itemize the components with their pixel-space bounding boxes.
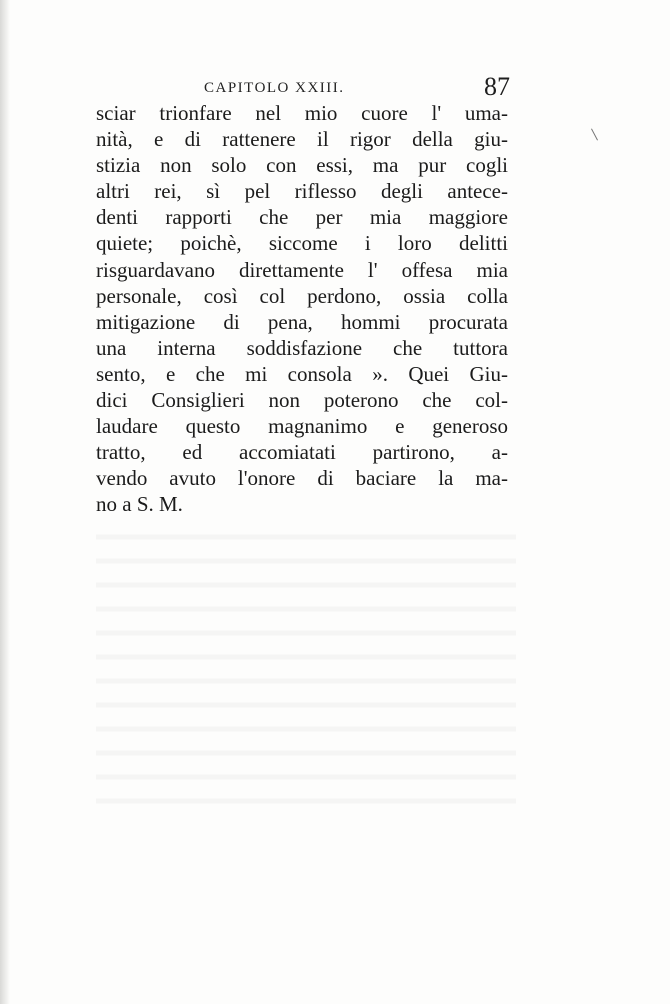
text-line: nità, e di rattenere il rigor della giu-	[96, 127, 508, 152]
text-line: laudare questo magnanimo e generoso	[96, 414, 508, 439]
text-line: una interna soddisfazione che tuttora	[96, 335, 508, 360]
text-line: dici Consiglieri non poterono che col-	[96, 388, 508, 413]
text-line: mitigazione di pena, hommi procurata	[96, 309, 508, 334]
stray-pen-mark	[591, 129, 598, 141]
bleed-through-shadow	[96, 520, 516, 810]
text-line: stizia non solo con essi, ma pur cogli	[96, 153, 508, 178]
text-line: risguardavano direttamente l' offesa mia	[96, 257, 508, 282]
body-text	[96, 100, 508, 518]
text-line: vendo avuto l'onore di baciare la ma-	[96, 466, 508, 491]
text-line-last: no a S. M.	[96, 492, 183, 517]
text-line: denti rapporti che per mia maggiore	[96, 205, 508, 230]
text-line: quiete; poichè, siccome i loro delitti	[96, 231, 508, 256]
running-head: CAPITOLO XXIII.	[204, 80, 345, 96]
text-line: tratto, ed accomiatati partirono, a-	[96, 440, 508, 465]
text-line: altri rei, sì pel riflesso degli antece-	[96, 179, 508, 204]
text-line: personale, così col perdono, ossia colla	[96, 283, 508, 308]
text-line: sento, e che mi consola ». Quei Giu-	[96, 361, 508, 386]
text-line: sciar trionfare nel mio cuore l' uma-	[96, 101, 508, 125]
page-number: 87	[484, 72, 510, 101]
